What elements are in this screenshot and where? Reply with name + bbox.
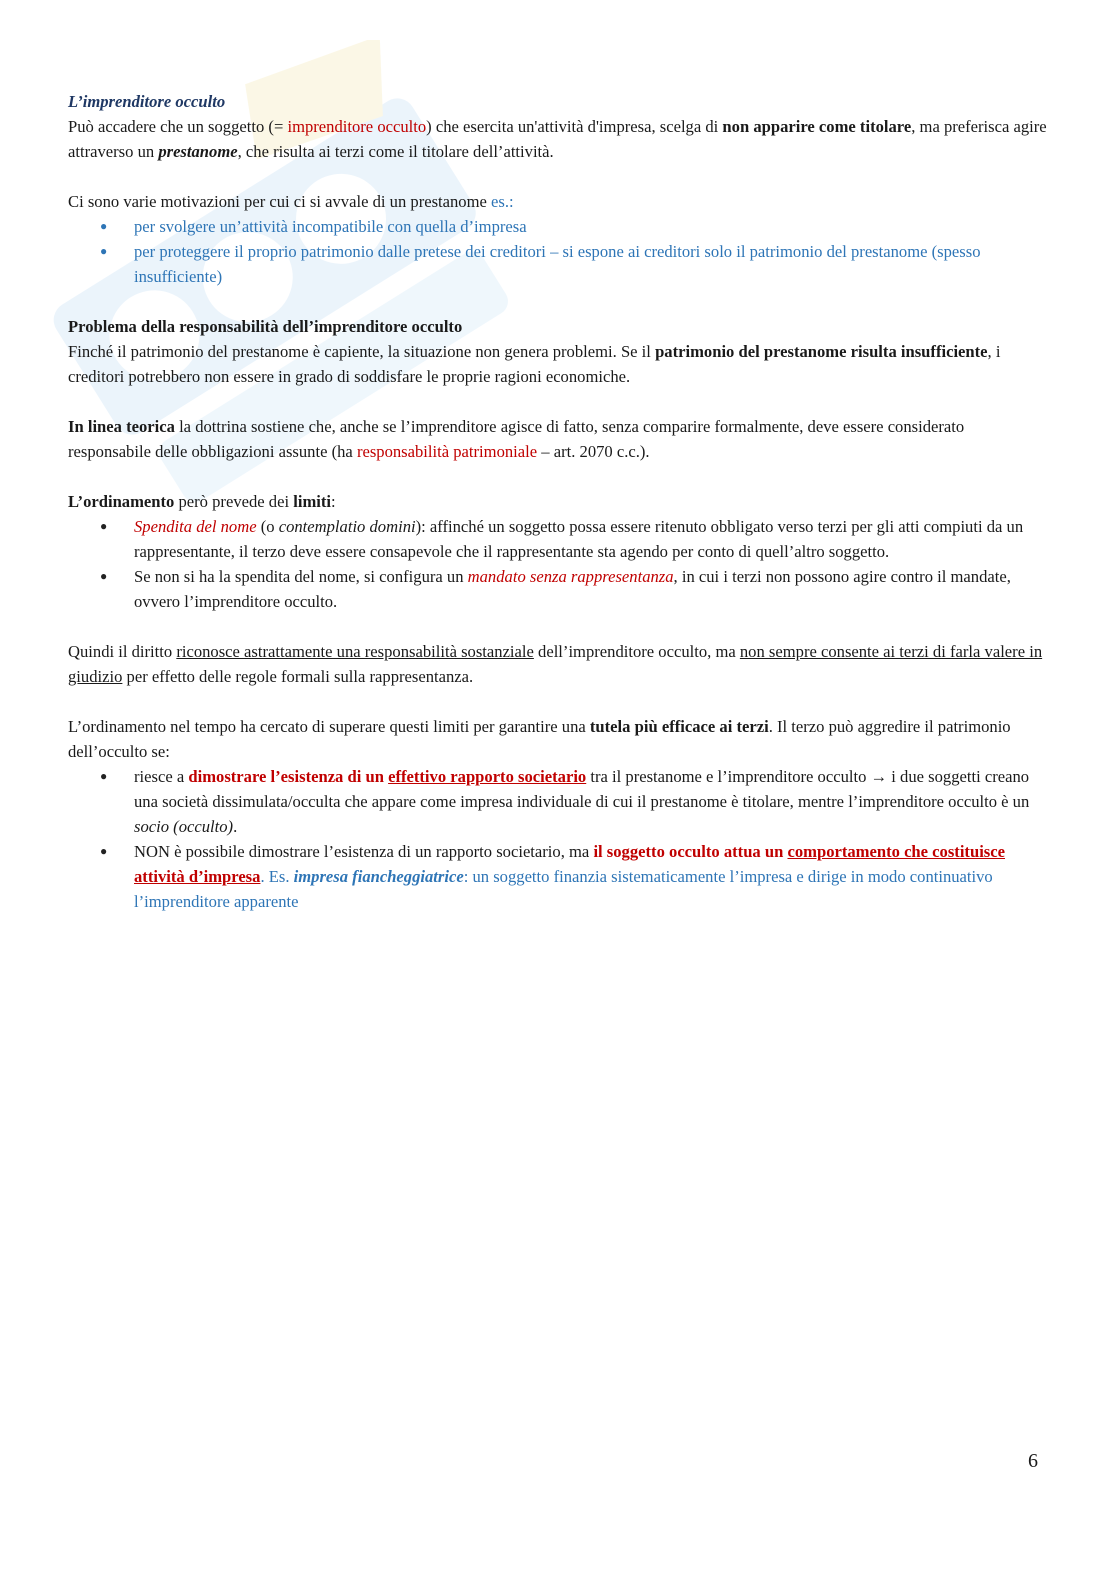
problema-paragraph: Finché il patrimonio del prestanome è capiente, la situazione non genera problemi. Se il patrimonio del prestanome risulta insufficiente, i creditori potrebbero non essere in grado di soddisfare le proprie ragioni economiche.: [68, 342, 1001, 386]
document-body: [68, 89, 1048, 914]
term-prestanome: prestanome: [158, 142, 238, 161]
motivazioni-list: [68, 214, 1048, 289]
problema-heading: Problema della responsabilità dell’imprenditore occulto: [68, 317, 463, 336]
tutela-paragraph: L’ordinamento nel tempo ha cercato di superare questi limiti per garantire una tutela più efficace ai terzi. Il terzo può aggredire il patrimonio dell’occulto se:: [68, 717, 1011, 761]
quindi-paragraph: Quindi il diritto riconosce astrattamente una responsabilità sostanziale dell’imprenditore occulto, ma non sempre consente ai terzi di farla valere in giudizio per effetto delle regole formali sulla rappresentanza.: [68, 642, 1043, 686]
intro-paragraph: Può accadere che un soggetto (= imprenditore occulto) che esercita un'attività d'impresa, scelga di non apparire come titolare, ma preferisca agire attraverso un prestanome, che risulta ai terzi come il titolare dell’attività.: [68, 117, 1047, 161]
list-item: ● per proteggere il proprio patrimonio dalle pretese dei creditori – si espone ai creditori solo il patrimonio del prestanome (spesso insufficiente): [134, 239, 1048, 289]
limiti-list: [68, 514, 1048, 614]
motivazioni-intro: Ci sono varie motivazioni per cui ci si avvale di un prestanome es.:: [68, 192, 514, 211]
list-item: ● NON è possibile dimostrare l’esistenza di un rapporto societario, ma il soggetto occulto attua un comportamento che costituisce attività d’impresa. Es. impresa fiancheggiatrice: un soggetto finanzia sistematicamente l’impresa e dirige in modo continuativo l’imprenditore apparente: [134, 839, 1048, 914]
page-number: 6: [1028, 1450, 1038, 1472]
linea-teorica-paragraph: In linea teorica la dottrina sostiene che, anche se l’imprenditore agisce di fatto, senza comparire formalmente, deve essere considerato responsabile delle obbligazioni assunte (ha responsabilità patrimoniale – art. 2070 c.c.).: [68, 417, 965, 461]
section-title: L’imprenditore occulto: [68, 92, 226, 111]
list-item: ● riesce a dimostrare l’esistenza di un effettivo rapporto societario tra il prestanome e l’imprenditore occulto → i due soggetti creano una società dissimulata/occulta che appare come impresa individuale di cui il prestanome è titolare, mentre l’imprenditore occulto è un socio (occulto).: [134, 764, 1048, 839]
list-item: ● Spendita del nome (o contemplatio domini): affinché un soggetto possa essere ritenuto obbligato verso terzi per gli atti compiuti da un rappresentante, il terzo deve essere consapevole che il rappresentante sta agendo per conto di quell’altro soggetto.: [134, 514, 1048, 564]
condizioni-list: [68, 764, 1048, 914]
term-imprenditore-occulto: imprenditore occulto: [287, 117, 427, 136]
limiti-intro: L’ordinamento però prevede dei limiti:: [68, 492, 336, 511]
list-item: ● per svolgere un’attività incompatibile con quella d’impresa: [134, 214, 1048, 239]
list-item: ● Se non si ha la spendita del nome, si configura un mandato senza rappresentanza, in cui i terzi non possono agire contro il mandate, ovvero l’imprenditore occulto.: [134, 564, 1048, 614]
